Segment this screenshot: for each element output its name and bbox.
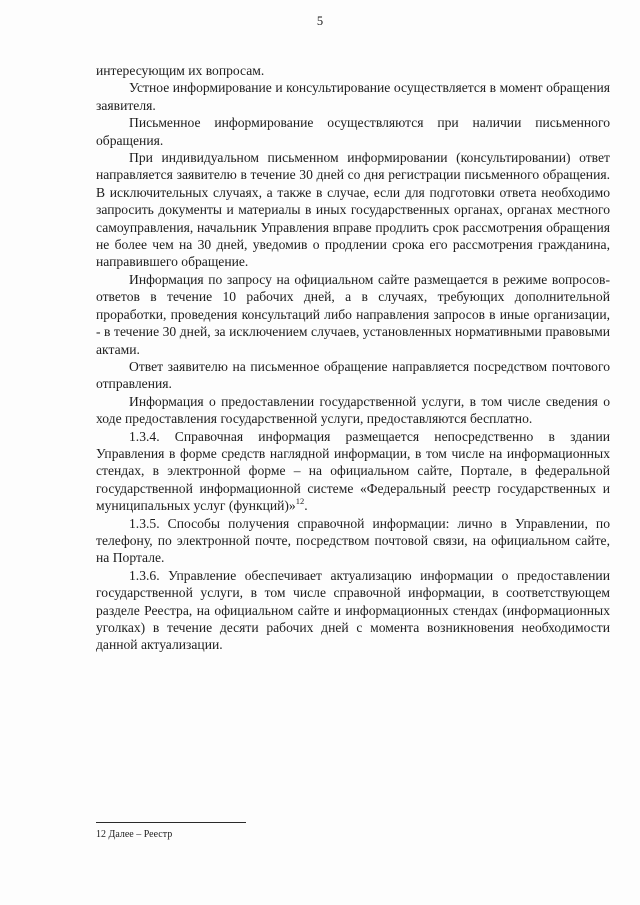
paragraph-4: При индивидуальном письменном информировании (консультировании) ответ направляется заявителю в течение 30 дней со дня регистрации письменного обращения. В исключительных случаях, а также в случае, если для подготовки ответа необходимо запросить документы и материалы в иных государственных органах, органах местного самоуправления, начальник Управления вправе продлить срок рассмотрения обращения не более чем на 30 дней, уведомив о продлении срока его рассмотрения гражданина, направившего обращение. [96,150,610,270]
paragraph-5: Информация по запросу на официальном сайте размещается в режиме вопросов-ответов в течение 10 рабочих дней, а в случаях, требующих дополнительной проработки, проведения консультаций либо направления запросов в иные организации, - в течение 30 дней, за исключением случаев, установленных нормативными правовыми актами. [96,271,610,357]
paragraph-7: Информация о предоставлении государственной услуги, в том числе сведения о ходе предоставления государственной услуги, предоставляются бесплатно. [96,393,610,427]
paragraph-8-text: 1.3.4. Справочная информация размещается непосредственно в здании Управления в форме средств наглядной информации, в том числе на информационных стендах, в электронной форме – на официальном сайте, Портале, в федеральной государственной информационной системе «Федеральный реестр государственных и муниципальных услуг (функций)» [96,428,610,514]
paragraph-1: интересующим их вопросам. [96,63,265,78]
footnote-divider [96,822,246,823]
paragraph-10: 1.3.6. Управление обеспечивает актуализацию информации о предоставлении государственной услуги, в том числе справочной информации, в соответствующем разделе Реестра, на официальном сайте и информационных стендах (информационных уголках) в течение десяти рабочих дней с момента возникновения необходимости данной актуализации. [96,567,610,653]
paragraph-6: Ответ заявителю на письменное обращение направляется посредством почтового отправления. [96,358,610,392]
paragraph-9: 1.3.5. Способы получения справочной информации: лично в Управлении, по телефону, по электронной почте, посредством почтовой связи, на официальном сайте, на Портале. [96,515,610,566]
footnote-reference: 12 [295,496,305,507]
footnote: 12 Далее – Реестр [96,829,173,840]
paragraph-2: Устное информирование и консультирование осуществляется в момент обращения заявителя. [96,80,610,113]
paragraph-8: 1.3.4. Справочная информация размещается непосредственно в здании Управления в форме средств наглядной информации, в том числе на информационных стендах, в электронной форме – на официальном сайте, Портале, в федеральной государственной информационной системе «Федеральный реестр государственных и муниципальных услуг (функций)»$^{12}$. [96,428,610,514]
body-text [96,62,610,654]
paragraph-3: Письменное информирование осуществляются при наличии письменного обращения. [96,115,610,148]
page-number: 5 [316,14,324,28]
